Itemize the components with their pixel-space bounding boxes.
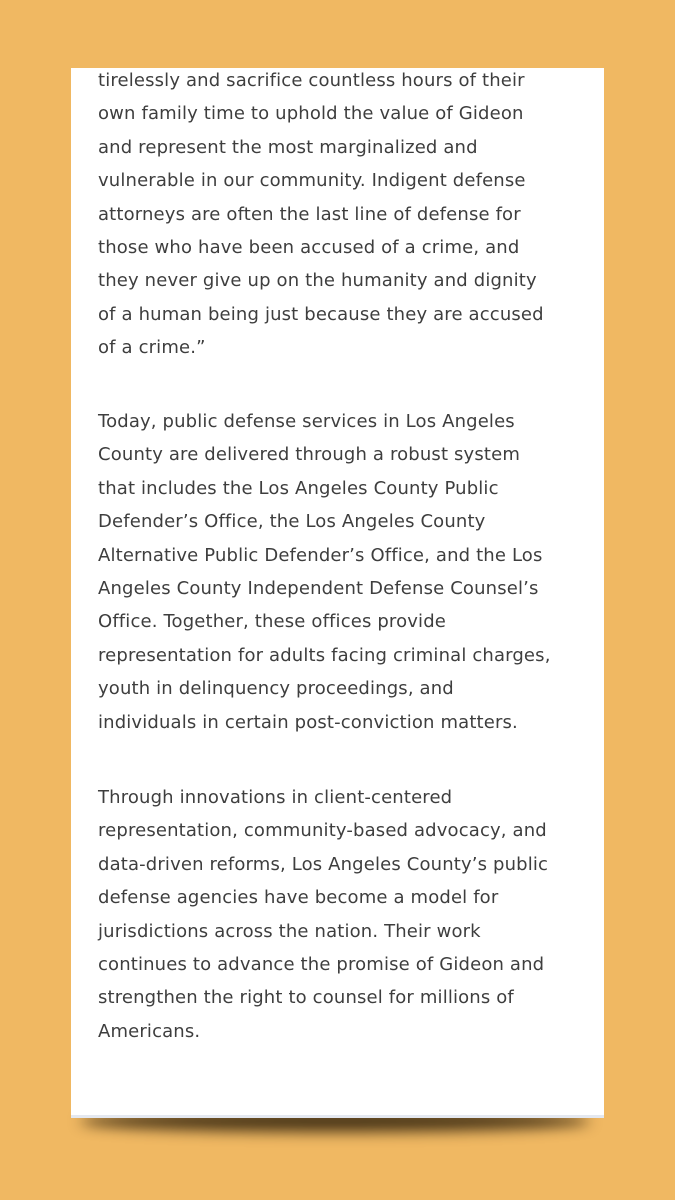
paragraph-public-defense-services: Today, public defense services in Los Angeles County are delivered through a robust system that includes the Los Angeles County Public Defender’s Office, the Los Angeles County Alternative Public Defender’s Office, and the Los Angeles County Independent Defense Counsel’s Office. Together, these offices provide representation for adults facing criminal charges, youth in delinquency proceedings, and individuals in certain post-conviction matters.: [98, 411, 551, 733]
paragraph-quote-ending: tirelessly and sacrifice countless hours of their own family time to uphold the value of Gideon and represent the most marginalized and vulnerable in our community. Indigent defense attorneys are often the last line of defense for those who have been accused of a crime, and they never give up on the humanity and dignity of a human being just because they are accused of a crime.”: [98, 70, 544, 359]
paragraph-innovations: Through innovations in client-centered representation, community-based advocacy, and data-driven reforms, Los Angeles County’s public defense agencies have become a model for jurisdictions across the nation. Their work continues to advance the promise of Gideon and strengthen the right to counsel for millions of Americans.: [98, 787, 549, 1042]
article-card: [71, 68, 604, 1118]
